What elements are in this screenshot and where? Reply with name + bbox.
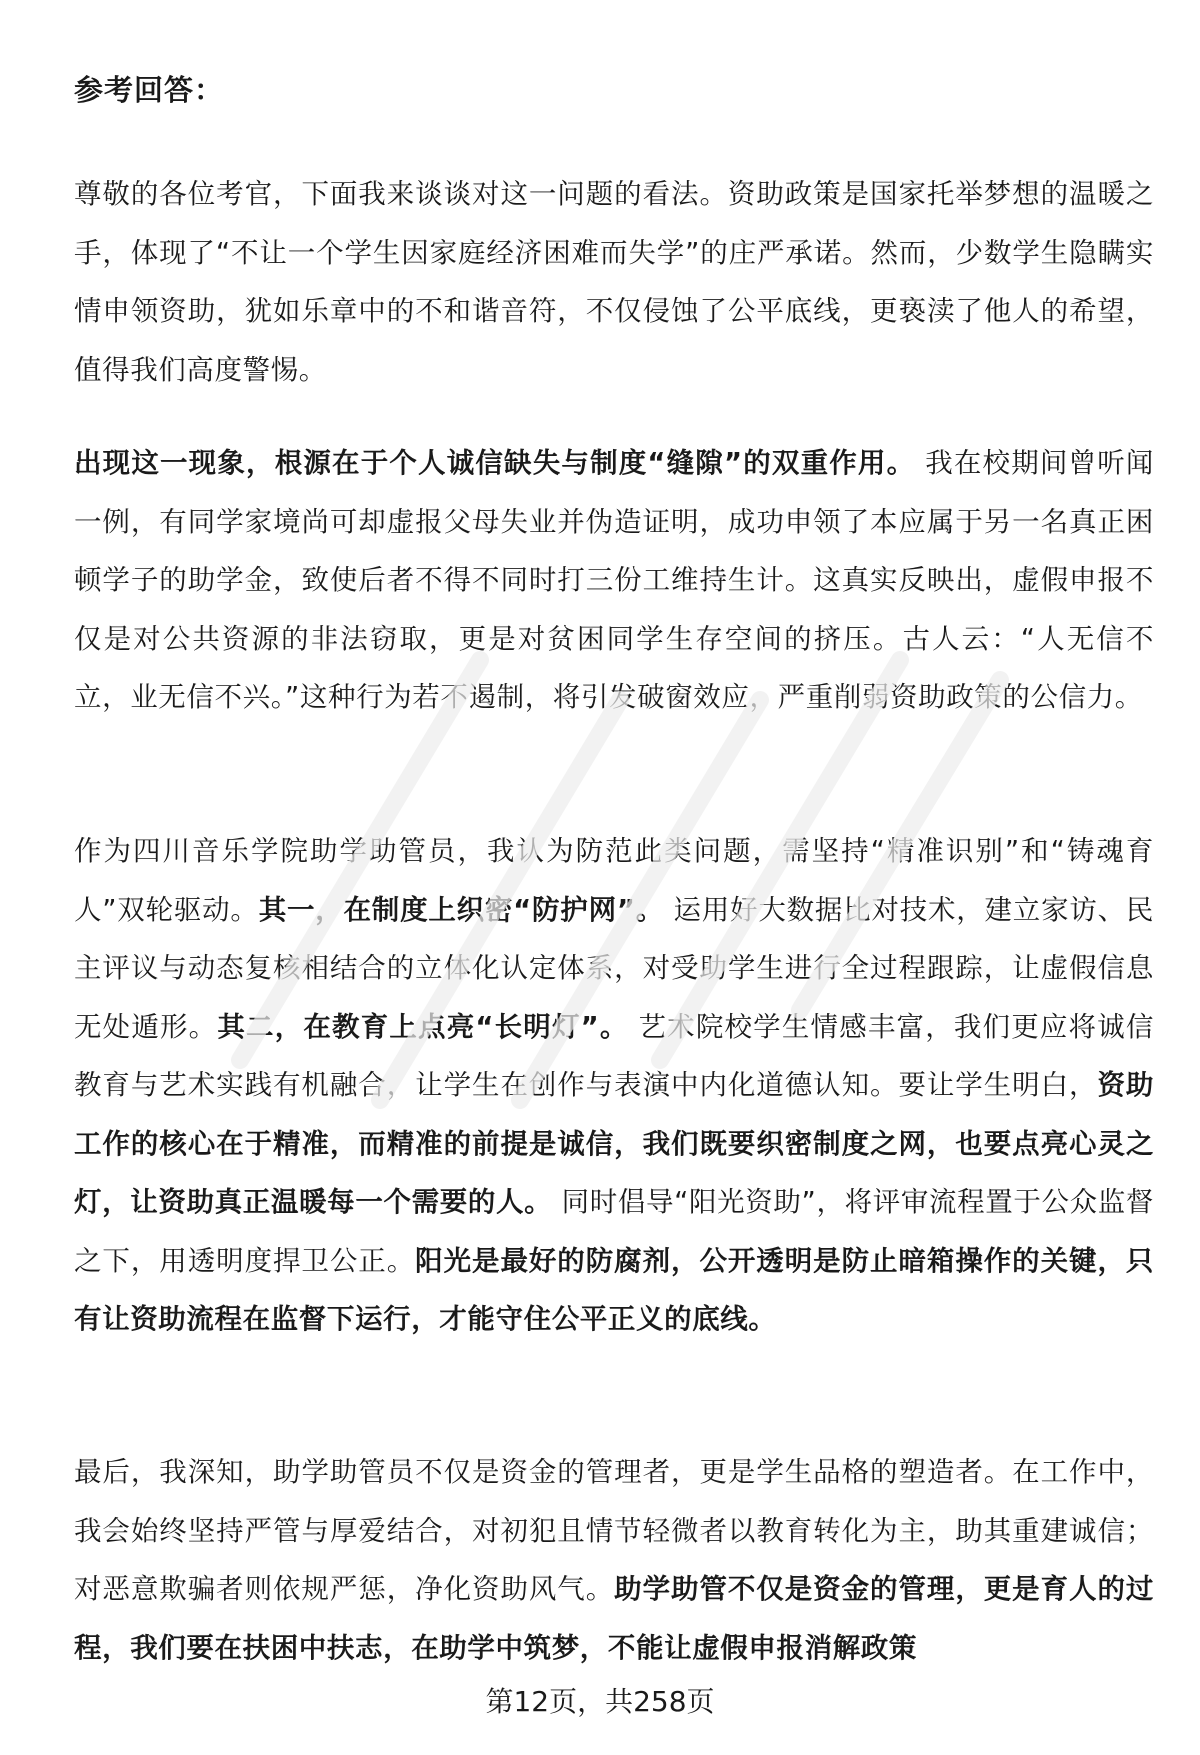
paragraph-text: 艺术院校学生情感丰富，我们更应将诚信教育与艺术实践有机融合，让学生在创作与表演中内化道德认知。要让学生明白， [74,1010,1155,1101]
answer-heading: 参考回答： [74,73,225,107]
paragraph-text: 尊敬的各位考官，下面我来谈谈对这一问题的看法。资助政策是国家托举梦想的温暖之手，体现了“不让一个学生因家庭经济困难而失学”的庄严承诺。然而，少数学生隐瞒实情申领资助，犹如乐章中的不和谐音符，不仅侵蚀了公平底线，更亵渎了他人的希望，值得我们高度警惕。 [74,178,1154,386]
paragraph-text: 同时倡导“阳光资助”，将评审流程置于公众监督之下，用透明度捍卫公正。 [74,1186,1154,1277]
paragraph-bold-text: 其二，在教育上点亮“长明灯”。 [217,1010,629,1043]
paragraph-bold-text: 其一，在制度上织密“防护网”。 [258,893,664,926]
paragraph-bold-text: 出现这一现象，根源在于个人诚信缺失与制度“缝隙”的双重作用。 [74,447,916,479]
paragraph-measures [74,822,1154,1349]
paragraph-intro [74,165,1154,399]
paragraph-text: 最后，我深知，助学助管员不仅是资金的管理者，更是学生品格的塑造者。在工作中，我会始终坚持严管与厚爱结合，对初犯且情节轻微者以教育转化为主，助其重建诚信；对恶意欺骗者则依规严惩，净化资助风气。 [74,1456,1154,1605]
page-footer: 第12页，共258页 [485,1685,715,1718]
paragraph-cause [74,434,1154,727]
paragraph-text: 运用好大数据比对技术，建立家访、民主评议与动态复核相结合的立体化认定体系，对受助学生进行全过程跟踪，让虚假信息无处遁形。 [74,893,1155,1043]
paragraph-bold-text: 阳光是最好的防腐剂，公开透明是防止暗箱操作的关键，只有让资助流程在监督下运行，才能守住公平正义的底线。 [74,1244,1154,1335]
paragraph-text: 我在校期间曾听闻一例，有同学家境尚可却虚报父母失业并伪造证明，成功申领了本应属于另一名真正困顿学子的助学金，致使后者不得不同时打三份工维持生计。这真实反映出，虚假申报不仅是对公共资源的非法窃取，更是对贫困同学生存空间的挤压。古人云：“人无信不立，业无信不兴。”这种行为若不遏制，将引发破窗效应，严重削弱资助政策的公信力。 [74,447,1154,713]
paragraph-bold-text: 资助工作的核心在于精准，而精准的前提是诚信，我们既要织密制度之网，也要点亮心灵之灯，让资助真正温暖每一个需要的人。 [74,1069,1154,1218]
paragraph-text: 作为四川音乐学院助学助管员，我认为防范此类问题，需坚持“精准识别”和“铸魂育人”双轮驱动。 [74,835,1154,926]
paragraph-conclusion [74,1443,1154,1677]
paragraph-bold-text: 助学助管不仅是资金的管理，更是育人的过程，我们要在扶困中扶志，在助学中筑梦，不能让虚假申报消解政策 [74,1573,1154,1664]
